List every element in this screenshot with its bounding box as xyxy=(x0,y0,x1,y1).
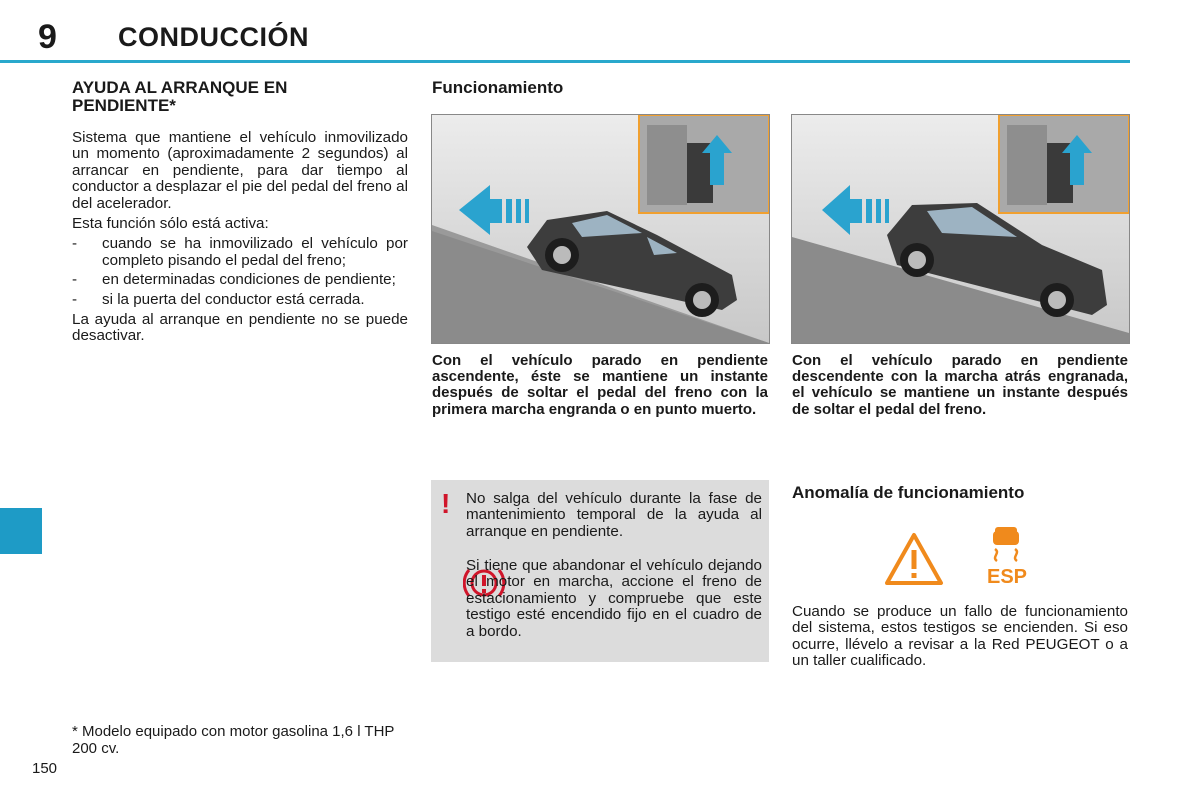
list-item-text: cuando se ha inmovilizado el vehículo por completo pisando el pedal del freno; xyxy=(102,235,408,269)
esp-warning-icon xyxy=(983,527,1029,586)
warning-triangle-icon xyxy=(884,532,944,591)
warning-text-1: No salga del vehículo durante la fase de mantenimiento temporal de la ayuda al arranque en pendiente. xyxy=(466,490,762,540)
downhill-caption: Con el vehículo parado en pendiente descendente con la marcha atrás engranada, el vehículo se mantiene un instante después de soltar el pedal del freno. xyxy=(792,352,1128,418)
list-item xyxy=(72,292,408,308)
section-heading: AYUDA AL ARRANQUE EN PENDIENTE* xyxy=(72,78,288,115)
warning-mark-icon: ! xyxy=(441,488,451,519)
list-item xyxy=(72,272,408,288)
closing-paragraph: La ayuda al arranque en pendiente no se puede desactivar. xyxy=(72,311,408,345)
uphill-illustration xyxy=(431,114,770,344)
chapter-number: 9 xyxy=(38,18,57,56)
list-dash: - xyxy=(72,271,78,289)
conditions-list xyxy=(72,236,408,308)
warning-text-2 xyxy=(466,558,762,640)
funcionamiento-heading: Funcionamiento xyxy=(432,78,564,97)
chapter-title: CONDUCCIÓN xyxy=(118,22,309,52)
left-column-text xyxy=(72,130,408,349)
footnote: * Modelo equipado con motor gasolina 1,6 l THP 200 cv. xyxy=(72,723,395,757)
list-item xyxy=(72,236,408,269)
warning-box xyxy=(431,480,769,662)
list-item-text: en determinadas condiciones de pendiente; xyxy=(102,271,396,289)
header-rule xyxy=(0,60,1130,63)
list-dash: - xyxy=(72,290,78,308)
uphill-caption: Con el vehículo parado en pendiente ascendente, éste se mantiene un instante después de soltar el pedal del freno con la primera marcha engranda o en punto muerto. xyxy=(432,352,768,418)
uphill-car-image xyxy=(432,115,769,343)
anomaly-text: Cuando se produce un fallo de funcionamiento del sistema, estos testigos se encienden. Si eso ocurre, llévelo a revisar a la Red PEUGEOT o a un taller cualificado. xyxy=(792,603,1128,670)
chapter-side-tab xyxy=(0,508,42,554)
page-number: 150 xyxy=(32,760,58,777)
list-dash: - xyxy=(72,235,78,253)
warning-text-2-content: Si tiene que abandonar el vehículo dejando el motor en marcha, accione el freno de estacionamiento y compruebe que este testigo esté encendido fijo en el cuadro de a bordo. xyxy=(466,557,762,640)
anomaly-heading: Anomalía de funcionamiento xyxy=(792,483,1025,502)
list-item-text: si la puerta del conductor está cerrada. xyxy=(102,290,365,308)
downhill-car-image xyxy=(792,115,1129,343)
intro-paragraph: Sistema que mantiene el vehículo inmovilizado un momento (aproximadamente 2 segundos) al arrancar en pendiente, para dar tiempo al conductor a desplazar el pie del pedal del freno al del acelerador. xyxy=(72,129,408,212)
active-intro: Esta función sólo está activa: xyxy=(72,215,269,233)
esp-label: ESP xyxy=(987,566,1028,588)
downhill-illustration xyxy=(791,114,1130,344)
